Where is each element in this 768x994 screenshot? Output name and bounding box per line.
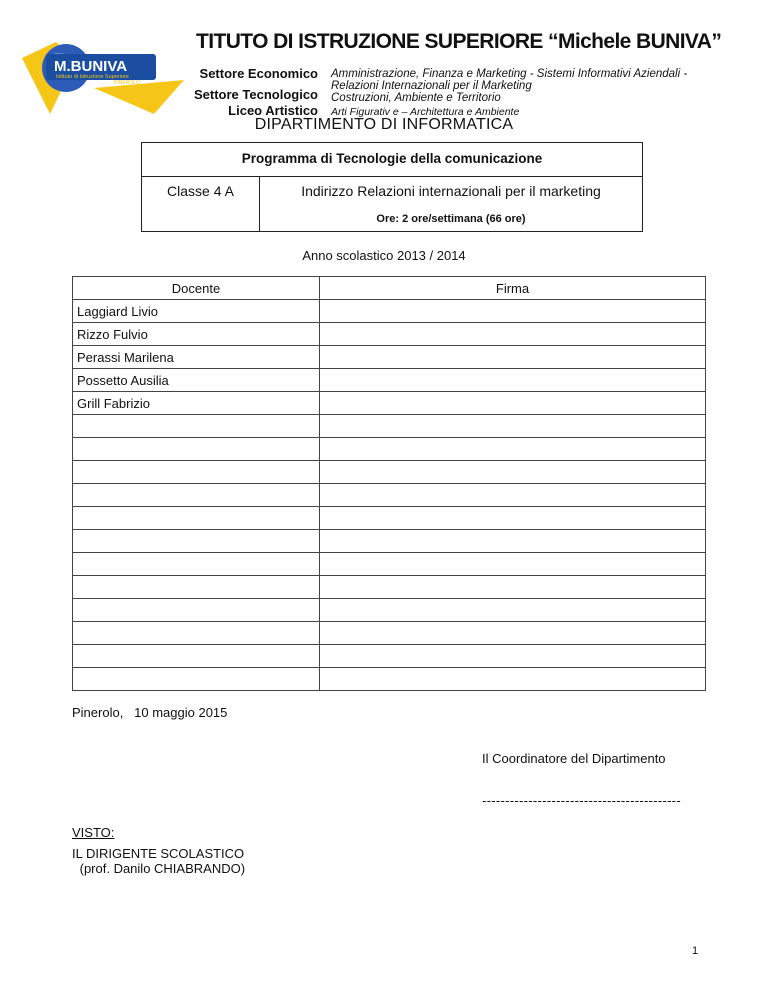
program-title: Programma di Tecnologie della comunicazione: [241, 151, 543, 166]
class-label: Classe 4 A: [167, 183, 234, 199]
cell-docente: [73, 530, 320, 553]
table-row: [73, 599, 706, 622]
logo-city: PINEROLO: [114, 80, 140, 86]
page-number: 1: [692, 945, 699, 957]
table-row: [73, 438, 706, 461]
table-row: [73, 484, 706, 507]
cell-firma: [320, 622, 706, 645]
cell-docente: [73, 599, 320, 622]
cell-firma: [320, 645, 706, 668]
cell-docente: Grill Fabrizio: [73, 392, 320, 415]
sector-desc-economico-1: Amministrazione, Finanza e Marketing - Sistemi Informativi Aziendali -: [331, 68, 688, 80]
table-row: [73, 553, 706, 576]
table-row: [73, 668, 706, 691]
table-row: [73, 622, 706, 645]
sector-desc-liceo: Arti Figurativ e – Architettura e Ambiente: [331, 106, 520, 118]
sector-name-liceo: Liceo Artistico: [228, 103, 318, 118]
indirizzo-label: Indirizzo Relazioni internazionali per il marketing: [301, 183, 601, 199]
cell-docente: [73, 484, 320, 507]
cell-firma: [320, 323, 706, 346]
table-row: [73, 576, 706, 599]
cell-firma: [320, 369, 706, 392]
cell-firma: [320, 576, 706, 599]
cell-docente: Possetto Ausilia: [73, 369, 320, 392]
table-row: [73, 323, 706, 346]
sector-name-economico: Settore Economico: [199, 66, 318, 81]
cell-docente: [73, 415, 320, 438]
table-row: [73, 461, 706, 484]
sector-name-tecnologico: Settore Tecnologico: [194, 87, 318, 102]
table-row: [73, 346, 706, 369]
teachers-table-body: [73, 300, 706, 691]
cell-docente: [73, 461, 320, 484]
program-divider: [142, 176, 642, 177]
cell-docente: [73, 576, 320, 599]
cell-docente: Laggiard Livio: [73, 300, 320, 323]
coordinator-label: Il Coordinatore del Dipartimento: [482, 751, 666, 766]
cell-firma: [320, 346, 706, 369]
place-date: Pinerolo, 10 maggio 2015: [72, 705, 228, 720]
table-row: [73, 645, 706, 668]
header-firma: Firma: [320, 277, 706, 300]
cell-docente: [73, 438, 320, 461]
cell-firma: [320, 553, 706, 576]
hours-label: Ore: 2 ore/settimana (66 ore): [376, 213, 526, 225]
visto-label: VISTO:: [72, 825, 115, 840]
table-header-row: [73, 277, 706, 300]
teachers-table: [72, 276, 706, 691]
cell-firma: [320, 392, 706, 415]
cell-docente: Rizzo Fulvio: [73, 323, 320, 346]
department-title: DIPARTIMENTO DI INFORMATICA: [254, 116, 514, 133]
cell-firma: [320, 484, 706, 507]
logo-brand: M.BUNIVA: [54, 58, 128, 75]
table-row: [73, 392, 706, 415]
sector-desc-economico-2: Relazioni Internazionali per il Marketing: [331, 80, 532, 92]
table-row: [73, 369, 706, 392]
cell-firma: [320, 438, 706, 461]
dirigente-name: (prof. Danilo CHIABRANDO): [76, 861, 246, 876]
cell-firma: [320, 300, 706, 323]
header-docente: Docente: [73, 277, 320, 300]
sector-desc-tecnologico: Costruzioni, Ambiente e Territorio: [331, 92, 501, 104]
cell-firma: [320, 668, 706, 691]
table-row: [73, 300, 706, 323]
logo-subtitle: Istituto di Istruzione Superiore: [56, 74, 129, 80]
cell-firma: [320, 599, 706, 622]
cell-docente: [73, 668, 320, 691]
cell-firma: [320, 507, 706, 530]
school-year: Anno scolastico 2013 / 2014: [302, 248, 466, 263]
cell-docente: [73, 645, 320, 668]
table-row: [73, 530, 706, 553]
school-title: TITUTO DI ISTRUZIONE SUPERIORE “Michele BUNIVA”: [196, 30, 722, 53]
cell-docente: [73, 507, 320, 530]
table-row: [73, 507, 706, 530]
table-row: [73, 415, 706, 438]
dirigente-label: IL DIRIGENTE SCOLASTICO: [72, 846, 245, 861]
signature-line: -------------------------------------------: [482, 793, 682, 808]
cell-docente: Perassi Marilena: [73, 346, 320, 369]
sector-names: [138, 66, 318, 118]
cell-docente: [73, 622, 320, 645]
cell-firma: [320, 461, 706, 484]
cell-docente: [73, 553, 320, 576]
cell-firma: [320, 530, 706, 553]
cell-firma: [320, 415, 706, 438]
program-box: [141, 142, 643, 232]
